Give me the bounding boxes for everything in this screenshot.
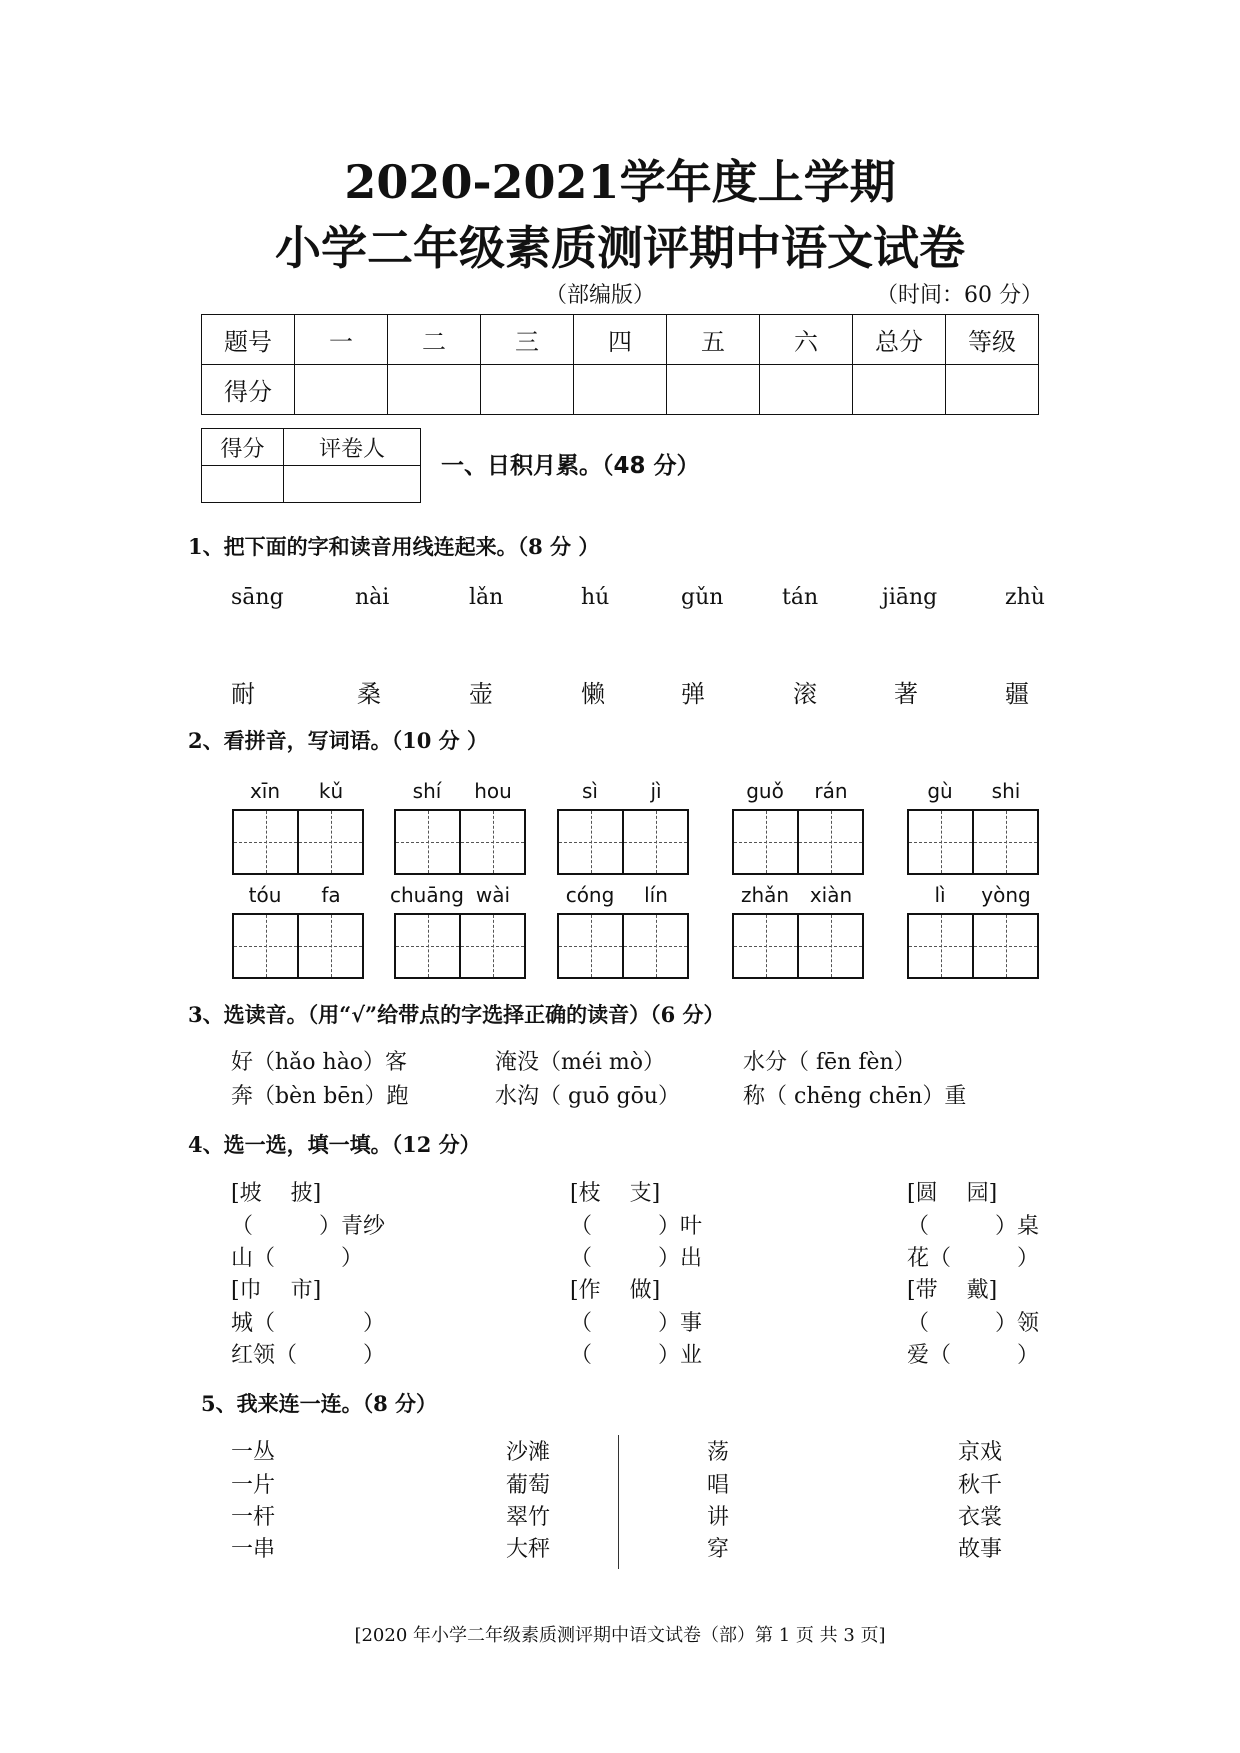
q4-item: （ ）青纱 (231, 1214, 386, 1239)
q2-syllable: fa (321, 883, 341, 907)
writing-grid-box (557, 809, 689, 875)
writing-grid-cell (234, 811, 297, 873)
q3-item: 水分（ fēn fèn） (743, 1050, 916, 1075)
q1-character: 弹 (681, 680, 705, 708)
q4-item: [带 戴] (907, 1278, 998, 1303)
q5-object: 故事 (958, 1537, 1003, 1562)
q4-item: [圆 园] (907, 1181, 998, 1206)
q1-pinyin: lǎn (469, 585, 504, 610)
grader-score-cell (202, 466, 284, 503)
q5-noun: 沙滩 (506, 1440, 551, 1465)
score-table-header: 三 (481, 315, 574, 365)
q1-pinyin: sāng (231, 585, 284, 610)
question-3-title: 3、选读音。（用“√”给带点的字选择正确的读音）（6 分） (188, 1002, 725, 1027)
q5-object: 衣裳 (958, 1505, 1003, 1530)
writing-grid-cell (972, 915, 1037, 977)
q2-pinyin-label (390, 883, 526, 907)
q2-syllable: lín (644, 883, 668, 907)
writing-grid-box (232, 913, 364, 979)
q1-character: 疆 (1005, 680, 1029, 708)
q5-column-divider (618, 1435, 619, 1569)
writing-grid-box (907, 809, 1039, 875)
q1-pinyin: jiāng (882, 585, 938, 610)
q1-pinyin: zhù (1005, 585, 1045, 610)
score-table-header: 题号 (202, 315, 295, 365)
q2-syllable: kǔ (318, 779, 344, 803)
q2-syllable: wài (475, 883, 511, 907)
score-table (201, 314, 1039, 415)
score-cell (667, 365, 760, 415)
q3-item: 水沟（ guō gōu） (495, 1084, 680, 1109)
q2-syllable: chuāng (390, 883, 464, 907)
q1-character: 壶 (469, 680, 493, 708)
q2-pinyin-label (907, 781, 1039, 801)
q4-item: 爱（ ） (907, 1343, 1040, 1368)
score-table-header: 二 (388, 315, 481, 365)
writing-grid-cell (396, 811, 459, 873)
q1-character: 耐 (231, 680, 255, 708)
q5-verb: 荡 (707, 1440, 730, 1465)
q5-verb: 唱 (707, 1473, 730, 1498)
q1-character: 滚 (793, 680, 817, 708)
question-4-title: 4、选一选，填一填。（12 分） (188, 1132, 481, 1157)
writing-grid-cell (909, 915, 972, 977)
q1-character: 桑 (357, 680, 381, 708)
grader-table-blank-row (202, 466, 421, 503)
score-cell (574, 365, 667, 415)
q2-syllable: gù (927, 779, 953, 803)
q2-syllable: guǒ (746, 779, 784, 803)
score-cell (388, 365, 481, 415)
q1-pinyin: nài (355, 585, 390, 610)
q1-pinyin: gǔn (681, 585, 724, 610)
exam-title-line1: 2020-2021学年度上学期 (344, 155, 896, 209)
q4-item: [巾 市] (231, 1278, 322, 1303)
writing-grid-cell (459, 915, 524, 977)
grader-score-label: 得分 (202, 429, 284, 466)
writing-grid-cell (797, 915, 862, 977)
score-row-label: 得分 (202, 365, 295, 415)
q2-syllable: hou (474, 779, 512, 803)
q5-object: 京戏 (958, 1440, 1003, 1465)
writing-grid-box (394, 809, 526, 875)
writing-grid-cell (734, 811, 797, 873)
q4-item: [坡 披] (231, 1181, 322, 1206)
score-cell (853, 365, 946, 415)
edition-label: （部编版） (545, 283, 656, 308)
writing-grid-cell (909, 811, 972, 873)
q2-syllable: cóng (565, 883, 615, 907)
time-limit-label: （时间：60 分） (876, 283, 1043, 308)
q2-syllable: lì (934, 883, 946, 907)
writing-grid-box (394, 913, 526, 979)
writing-grid-cell (734, 915, 797, 977)
q3-item: 称（ chēng chēn）重 (743, 1084, 967, 1109)
writing-grid-box (907, 913, 1039, 979)
writing-grid-box (232, 809, 364, 875)
q1-pinyin: hú (581, 585, 610, 610)
exam-title-line2: 小学二年级素质测评期中语文试卷 (275, 221, 965, 275)
q2-pinyin-label (732, 885, 864, 905)
score-table-header: 一 (295, 315, 388, 365)
q2-pinyin-label (557, 781, 689, 801)
writing-grid-cell (297, 915, 362, 977)
score-cell (760, 365, 853, 415)
q4-item: [枝 支] (570, 1181, 661, 1206)
q4-item: 红领（ ） (231, 1343, 386, 1368)
score-cell (481, 365, 574, 415)
writing-grid-cell (559, 811, 622, 873)
question-5-title: 5、我来连一连。（8 分） (201, 1391, 438, 1416)
q1-pinyin: tán (782, 585, 819, 610)
q4-item: （ ）叶 (570, 1214, 703, 1239)
writing-grid-box (732, 913, 864, 979)
writing-grid-cell (459, 811, 524, 873)
question-2-title: 2、看拼音，写词语。（10 分 ） (188, 728, 488, 753)
q5-measure-word: 一杆 (231, 1505, 276, 1530)
score-table-header: 等级 (946, 315, 1039, 365)
q2-pinyin-label (732, 781, 864, 801)
grader-name-label: 评卷人 (284, 429, 421, 466)
score-cell (295, 365, 388, 415)
q5-verb: 讲 (707, 1505, 730, 1530)
q1-character: 著 (894, 680, 918, 708)
q2-pinyin-label (232, 781, 364, 801)
q5-measure-word: 一丛 (231, 1440, 276, 1465)
writing-grid-cell (559, 915, 622, 977)
grader-name-cell (284, 466, 421, 503)
writing-grid-box (557, 913, 689, 979)
q3-item: 好（hǎo hào）客 (231, 1050, 408, 1075)
q4-item: （ ）业 (570, 1343, 703, 1368)
grader-table (201, 428, 421, 503)
score-table-header-row (202, 315, 1039, 365)
writing-grid-cell (396, 915, 459, 977)
q2-syllable: tóu (248, 883, 282, 907)
section-1-title: 一、日积月累。（48 分） (441, 453, 700, 479)
score-table-score-row (202, 365, 1039, 415)
q4-item: （ ）出 (570, 1246, 703, 1271)
page-footer: [2020 年小学二年级素质测评期中语文试卷（部）第 1 页 共 3 页] (354, 1625, 886, 1646)
q2-syllable: zhǎn (740, 883, 790, 907)
q2-pinyin-label (557, 885, 689, 905)
writing-grid-box (732, 809, 864, 875)
q2-pinyin-label (907, 885, 1039, 905)
grader-table-header-row (202, 429, 421, 466)
q4-item: （ ）事 (570, 1311, 703, 1336)
q4-item: 花（ ） (907, 1246, 1040, 1271)
q2-syllable: sì (582, 779, 598, 803)
q4-item: 城（ ） (231, 1311, 386, 1336)
q4-item: [作 做] (570, 1278, 661, 1303)
question-1-title: 1、把下面的字和读音用线连起来。（8 分 ） (188, 534, 600, 559)
q4-item: （ ）领 (907, 1311, 1040, 1336)
score-cell (946, 365, 1039, 415)
score-table-header: 总分 (853, 315, 946, 365)
q2-pinyin-label (394, 781, 526, 801)
score-table-header: 五 (667, 315, 760, 365)
q3-item: 奔（bèn bēn）跑 (231, 1084, 409, 1109)
writing-grid-cell (622, 811, 687, 873)
q5-noun: 翠竹 (506, 1505, 551, 1530)
q4-item: 山（ ） (231, 1246, 364, 1271)
q5-noun: 大秤 (506, 1537, 551, 1562)
q5-measure-word: 一串 (231, 1537, 276, 1562)
q2-syllable: shi (991, 779, 1021, 803)
q2-pinyin-label (232, 885, 364, 905)
score-table-header: 六 (760, 315, 853, 365)
q2-syllable: xīn (249, 779, 281, 803)
score-table-header: 四 (574, 315, 667, 365)
q5-measure-word: 一片 (231, 1473, 276, 1498)
q3-item: 淹没（méi mò） (495, 1050, 666, 1075)
q2-syllable: yòng (981, 883, 1031, 907)
writing-grid-cell (797, 811, 862, 873)
writing-grid-cell (972, 811, 1037, 873)
q5-verb: 穿 (707, 1537, 730, 1562)
q5-noun: 葡萄 (506, 1473, 551, 1498)
writing-grid-cell (234, 915, 297, 977)
q2-syllable: rán (814, 779, 848, 803)
q2-syllable: jì (650, 779, 662, 803)
q5-object: 秋千 (958, 1473, 1003, 1498)
writing-grid-cell (622, 915, 687, 977)
q4-item: （ ）桌 (907, 1214, 1040, 1239)
q1-character: 懒 (581, 680, 605, 708)
writing-grid-cell (297, 811, 362, 873)
q2-syllable: shí (412, 779, 442, 803)
q2-syllable: xiàn (809, 883, 853, 907)
